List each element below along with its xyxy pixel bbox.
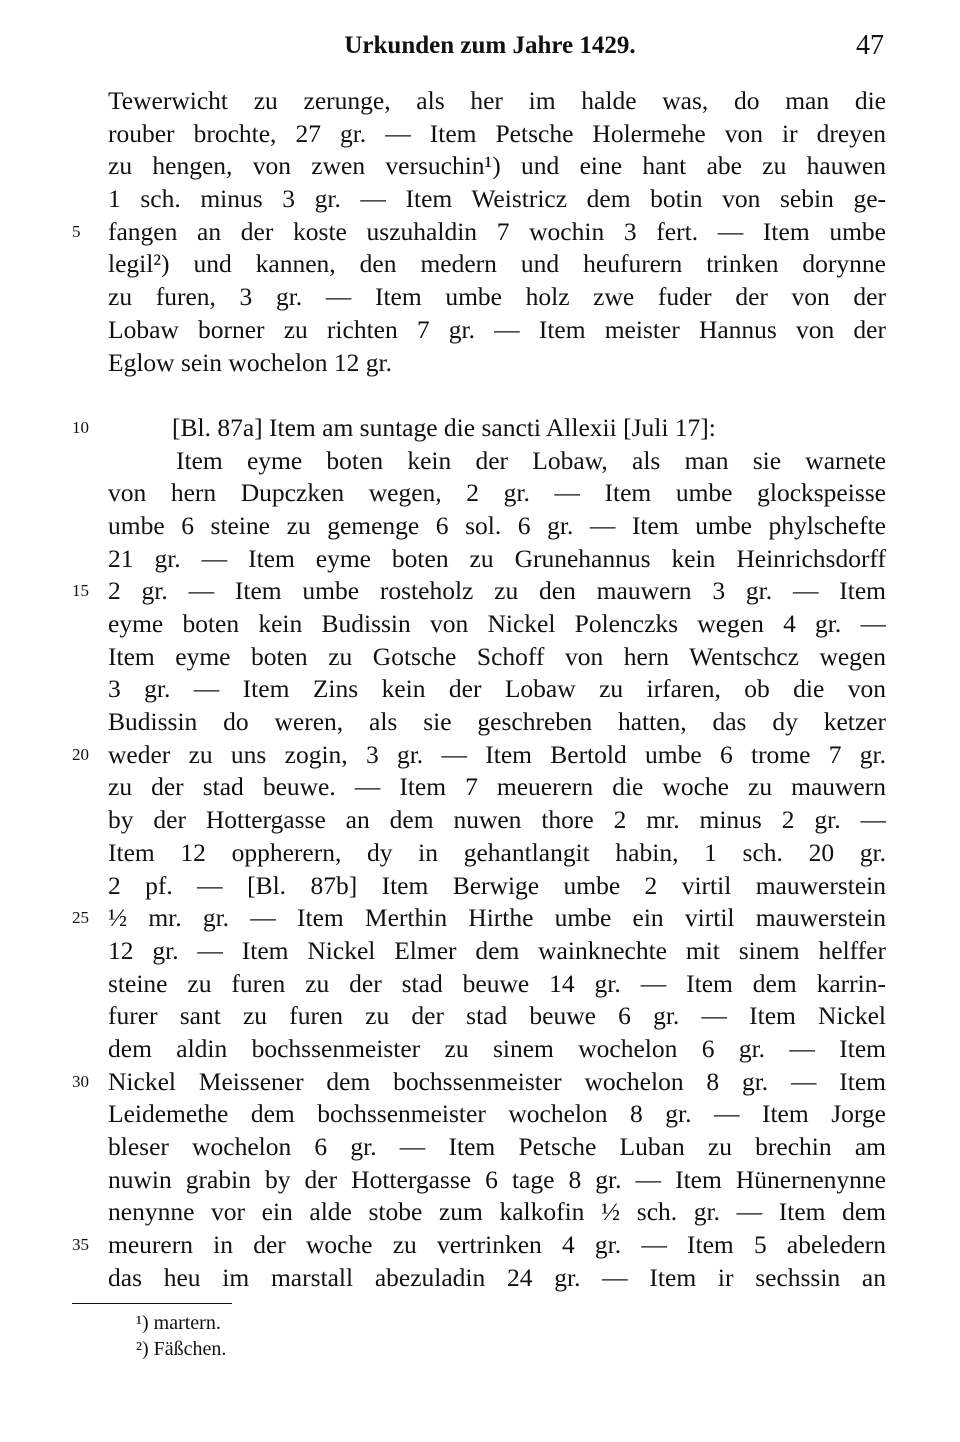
text-line: nuwin grabin by der Hottergasse 6 tage 8 gr. — Item Hünernenynne [108,1164,886,1194]
text-line: Lobaw borner zu richten 7 gr. — Item meister Hannus von der [108,314,886,344]
text-line: 21 gr. — Item eyme boten zu Grunehannus kein Heinrichsdorff [108,543,886,573]
text-line: zu der stad beuwe. — Item 7 meuerern die woche zu mauwern [108,772,886,802]
footnote-1: ¹) martern. [136,1312,221,1334]
line-number-20: 20 [72,745,89,764]
text-line: by der Hottergasse an dem nuwen thore 2 mr. minus 2 gr. — [108,805,886,835]
section-heading: [Bl. 87a] Item am suntage die sancti Allexii [Juli 17]: [172,412,716,442]
footnotes [136,1310,226,1362]
text-line: ½ mr. gr. — Item Merthin Hirthe umbe ein virtil mauwerstein [108,903,886,933]
text-line: 2 pf. — [Bl. 87b] Item Berwige umbe 2 virtil mauwerstein [108,870,886,900]
line-number-15: 15 [72,581,89,600]
text-line: 1 sch. minus 3 gr. — Item Weistricz dem botin von sebin ge- [108,184,886,214]
text-line: nenynne vor ein alde stobe zum kalkofin ½ sch. gr. — Item dem [108,1197,886,1227]
footnote-2: ²) Fäßchen. [136,1338,227,1360]
text-line: legil²) und kannen, den medern und heufurern trinken dorynne [108,249,886,279]
text-line: eyme boten kein Budissin von Nickel Polenczks wegen 4 gr. — [108,609,886,638]
text-line: von hern Dupczken wegen, 2 gr. — Item umbe glockspeisse [108,478,886,508]
text-line: 12 gr. — Item Nickel Elmer dem wainknechte mit sinem helffer [108,935,886,965]
text-line: zu furen, 3 gr. — Item umbe holz zwe fuder der von der [108,282,886,312]
text-line: umbe 6 steine zu gemenge 6 sol. 6 gr. — Item umbe phylschefte [108,510,886,540]
text-line: Leidemethe dem bochssenmeister wochelon 8 gr. — Item Jorge [108,1099,886,1129]
footnote-rule [72,1303,232,1304]
text-line: weder zu uns zogin, 3 gr. — Item Bertold umbe 6 trome 7 gr. [108,739,886,769]
text-line: Eglow sein wochelon 12 gr. [108,347,392,377]
page-number: 47 [856,30,884,61]
line-number-10: 10 [72,418,89,437]
text-line: 2 gr. — Item umbe rosteholz zu den mauwern 3 gr. — Item [108,576,886,606]
text-line: zu hengen, von zwen versuchin¹) und eine hant abe zu hauwen [108,151,886,181]
text-line: meurern in der woche zu vertrinken 4 gr. — Item 5 abeledern [108,1230,886,1260]
text-line: furer sant zu furen zu der stad beuwe 6 gr. — Item Nickel [108,1001,886,1031]
text-line: Tewerwicht zu zerunge, als her im halde was, do man die [108,86,886,115]
line-number-30: 30 [72,1072,89,1091]
text-line: Item 12 oppherern, dy in gehantlangit habin, 1 sch. 20 gr. [108,837,886,867]
running-title: Urkunden zum Jahre 1429. [344,32,636,59]
paragraph-gap [108,379,886,412]
text-line: rouber brochte, 27 gr. — Item Petsche Holermehe von ir dreyen [108,118,886,148]
page-header [0,28,960,68]
text-line: steine zu furen zu der stad beuwe 14 gr. — Item dem karrin- [108,968,886,998]
line-number-35: 35 [72,1235,89,1254]
line-number-5: 5 [72,222,81,241]
text-line: das heu im marstall abezuladin 24 gr. — Item ir sechssin an [108,1262,886,1292]
body-text [108,85,886,1294]
text-line: Item eyme boten kein der Lobaw, als man sie warnete [176,445,886,475]
line-number-25: 25 [72,908,89,927]
text-line: dem aldin bochssenmeister zu sinem wochelon 6 gr. — Item [108,1033,886,1063]
text-line: bleser wochelon 6 gr. — Item Petsche Luban zu brechin am [108,1132,886,1161]
text-line: 3 gr. — Item Zins kein der Lobaw zu irfaren, ob die von [108,674,886,704]
text-line: Item eyme boten zu Gotsche Schoff von hern Wentschcz wegen [108,641,886,671]
text-line: Nickel Meissener dem bochssenmeister wochelon 8 gr. — Item [108,1066,886,1096]
text-line: fangen an der koste uszuhaldin 7 wochin 3 fert. — Item umbe [108,216,886,246]
text-line: Budissin do weren, als sie geschreben hatten, das dy ketzer [108,707,886,737]
